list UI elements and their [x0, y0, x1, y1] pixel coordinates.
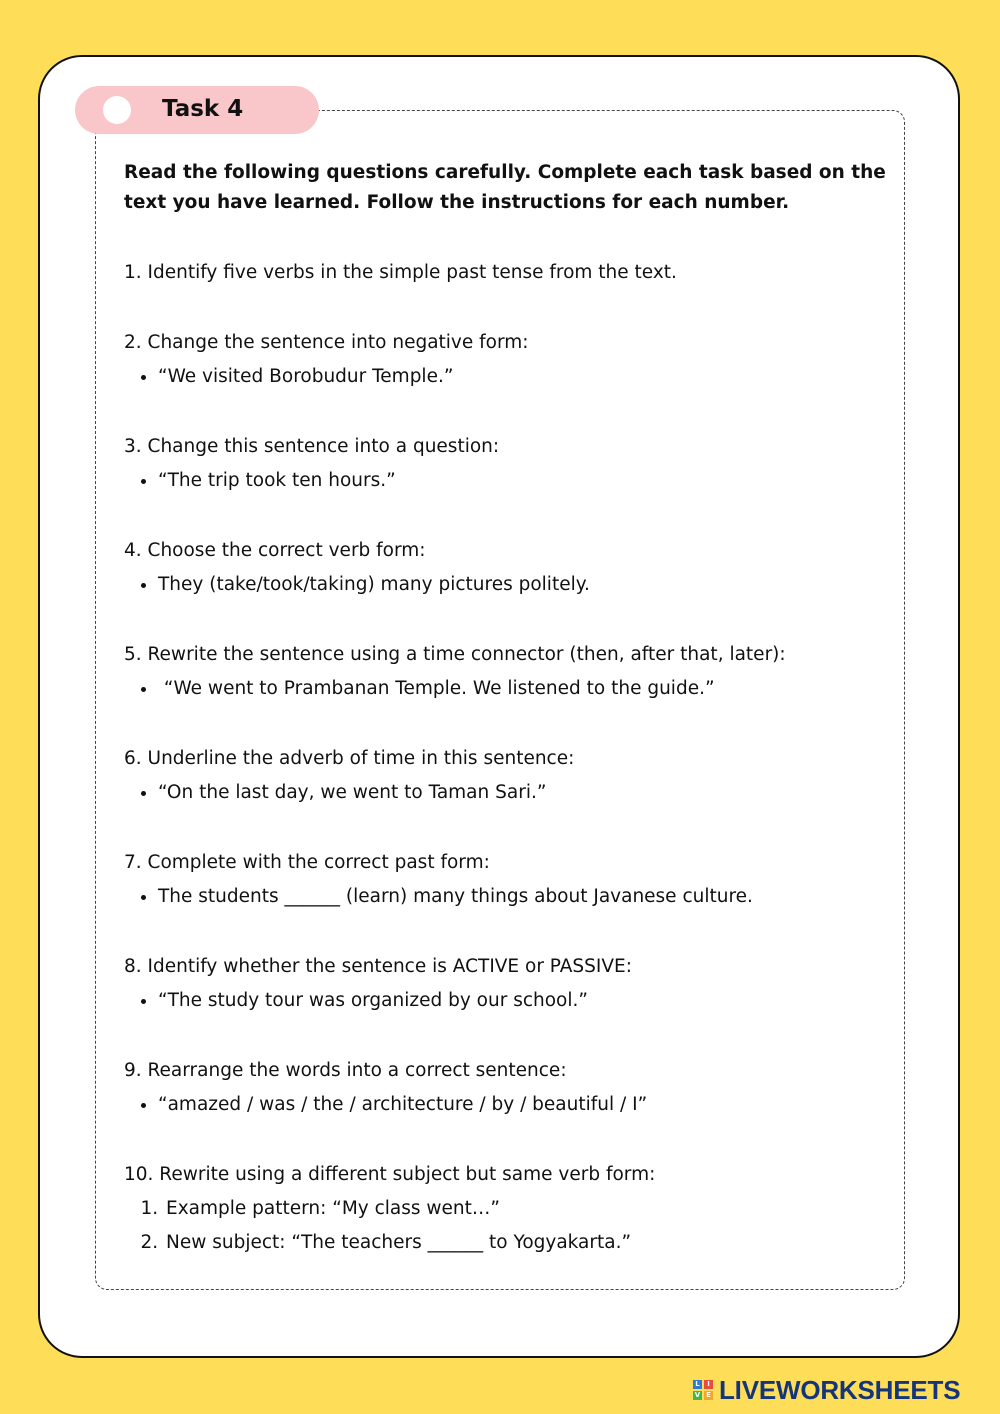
question-8: [124, 950, 894, 1018]
logo-letter-i: I: [704, 1380, 713, 1389]
question-item: • “We visited Borobudur Temple.”: [158, 360, 894, 394]
question-6: [124, 742, 894, 810]
question-item: • “The trip took ten hours.”: [158, 464, 894, 498]
question-prompt: 3. Change this sentence into a question:: [124, 436, 500, 457]
question-prompt: 7. Complete with the correct past form:: [124, 852, 490, 873]
question-4: [124, 534, 894, 602]
question-prompt: 5. Rewrite the sentence using a time connector (then, after that, later):: [124, 644, 786, 665]
question-item: • “On the last day, we went to Taman Sari.”: [158, 776, 894, 810]
question-item: • “The study tour was organized by our school.”: [158, 984, 894, 1018]
question-prompt: 1. Identify five verbs in the simple past tense from the text.: [124, 262, 677, 283]
question-item: • “amazed / was / the / architecture / by / beautiful / I”: [158, 1088, 894, 1122]
question-7: [124, 846, 894, 914]
worksheet-content: [124, 158, 894, 1260]
liveworksheets-logo[interactable]: [693, 1375, 960, 1405]
question-item: • The students ______ (learn) many things about Javanese culture.: [158, 880, 894, 914]
question-prompt: 4. Choose the correct verb form:: [124, 540, 426, 561]
task-title: Task 4: [162, 96, 244, 122]
question-prompt: 2. Change the sentence into negative form:: [124, 332, 529, 353]
question-prompt: 8. Identify whether the sentence is ACTIVE or PASSIVE:: [124, 956, 632, 977]
question-item: • “We went to Prambanan Temple. We listened to the guide.”: [158, 672, 894, 706]
question-prompt: 6. Underline the adverb of time in this sentence:: [124, 748, 575, 769]
question-3: [124, 430, 894, 498]
question-numbered-item: 2. New subject: “The teachers ______ to Yogyakarta.”: [164, 1226, 894, 1260]
liveworksheets-logo-icon: [693, 1380, 713, 1400]
liveworksheets-logo-text: LIVEWORKSHEETS: [719, 1374, 961, 1405]
question-prompt: 10. Rewrite using a different subject but same verb form:: [124, 1164, 656, 1185]
logo-letter-e: E: [704, 1391, 713, 1400]
logo-letter-v: V: [694, 1391, 701, 1399]
question-10: [124, 1158, 894, 1260]
question-item: • They (take/took/taking) many pictures politely.: [158, 568, 894, 602]
task-header-pill: [75, 86, 319, 134]
instructions-text: Read the following questions carefully. Complete each task based on the text you have learned. Follow the instructions for each number.: [124, 162, 886, 213]
task-dot-icon: [103, 96, 131, 124]
question-1: [124, 256, 894, 290]
question-9: [124, 1054, 894, 1122]
question-prompt: 9. Rearrange the words into a correct sentence:: [124, 1060, 567, 1081]
logo-letter-l: L: [693, 1380, 702, 1389]
question-5: [124, 638, 894, 706]
question-2: [124, 326, 894, 394]
question-numbered-item: 1. Example pattern: “My class went…”: [164, 1192, 894, 1226]
